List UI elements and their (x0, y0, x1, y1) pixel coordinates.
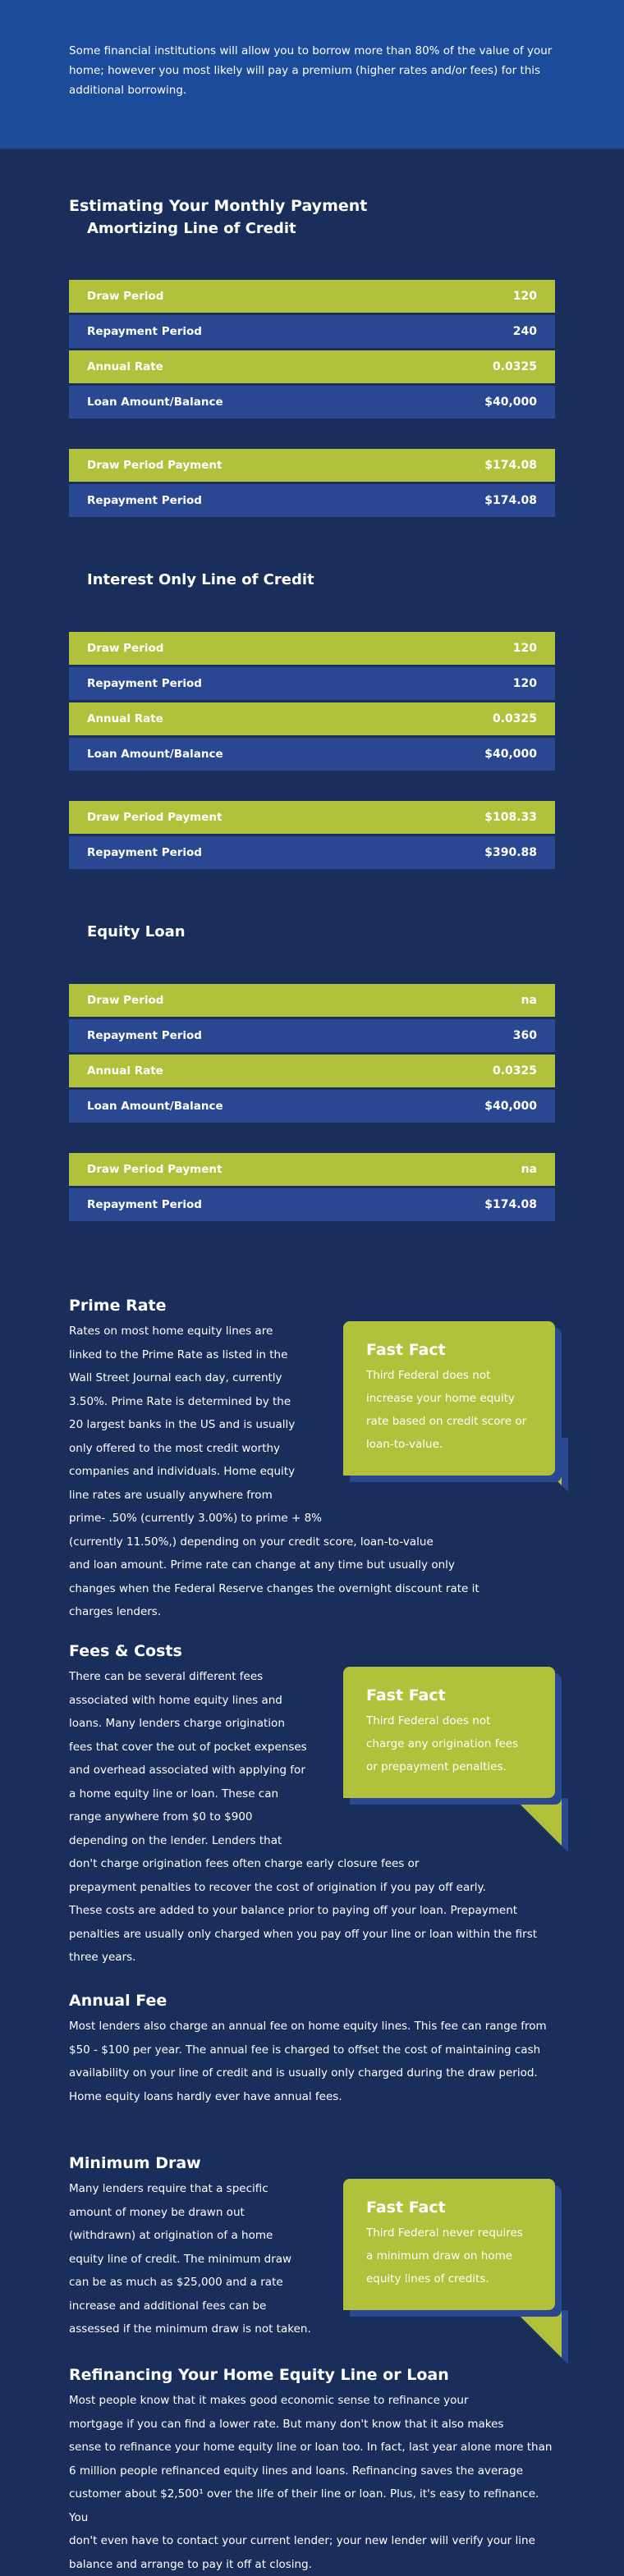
table-row (69, 801, 555, 834)
prime-rate-section (69, 1297, 555, 1603)
row-value: 0.0325 (493, 712, 537, 725)
text-line: associated with home equity lines and (69, 1689, 555, 1713)
text-line: don't charge origination fees often charge early closure fees or (69, 1852, 555, 1876)
text-line: availability on your line of credit and is usually only charged during the draw period. (69, 2061, 555, 2085)
annual-fee-title: Annual Fee (69, 1992, 555, 2010)
fast-fact-bubble (343, 1321, 555, 1476)
row-label: Draw Period (87, 994, 163, 1007)
text-line: prepayment penalties to recover the cost of origination if you pay off early. (69, 1876, 555, 1900)
table-row (69, 484, 555, 517)
minimum-draw-title: Minimum Draw (69, 2154, 555, 2172)
fees-costs-section (69, 1642, 555, 1952)
row-label: Annual Rate (87, 360, 163, 373)
row-value: $40,000 (484, 1100, 537, 1113)
equity-loan-inputs-table (69, 984, 555, 1123)
text-line: can be as much as $25,000 and a rate (69, 2271, 555, 2295)
row-value: 360 (513, 1029, 537, 1042)
minimum-draw-fast-fact (343, 2179, 555, 2310)
row-label: Repayment Period (87, 325, 202, 338)
text-line: only offered to the most credit worthy (69, 1437, 555, 1461)
table-row (69, 836, 555, 869)
text-line: linked to the Prime Rate as listed in the (69, 1343, 555, 1367)
row-value: $108.33 (484, 811, 537, 824)
text-line: three years. (69, 1946, 555, 1970)
row-label: Repayment Period (87, 1198, 202, 1211)
fast-fact-title: Fast Fact (366, 1341, 532, 1359)
text-line: mortgage if you can find a lower rate. But many don't know that it also makes (69, 2413, 555, 2436)
text-line: (withdrawn) at origination of a home (69, 2224, 555, 2248)
text-line: equity line of credit. The minimum draw (69, 2248, 555, 2272)
text-line: don't even have to contact your current lender; your new lender will verify your line (69, 2529, 555, 2553)
text-line: There can be several different fees (69, 1665, 555, 1689)
text-line: fees that cover the out of pocket expenses (69, 1736, 555, 1759)
row-label: Loan Amount/Balance (87, 1100, 223, 1113)
row-value: 120 (513, 290, 537, 303)
text-line: prime- .50% (currently 3.00%) to prime + 8% (69, 1507, 555, 1531)
speech-bubble-tail (514, 1798, 562, 1846)
text-line: and loan amount. Prime rate can change at any time but usually only (69, 1553, 555, 1577)
row-value: $174.08 (484, 494, 537, 507)
text-line: Most people know that it makes good economic sense to refinance your (69, 2389, 555, 2413)
fees-fast-fact (343, 1667, 555, 1798)
table-row (69, 702, 555, 735)
text-line: Many lenders require that a specific (69, 2177, 555, 2201)
table-row (69, 738, 555, 771)
amortizing-inputs-table (69, 280, 555, 419)
text-line: 6 million people refinanced equity lines and loans. Refinancing saves the average (69, 2459, 555, 2483)
row-label: Loan Amount/Balance (87, 748, 223, 761)
text-line: 3.50%. Prime Rate is determined by the (69, 1390, 555, 1414)
row-value: $40,000 (484, 396, 537, 409)
row-value: 120 (513, 642, 537, 655)
text-line: Rates on most home equity lines are (69, 1320, 555, 1343)
row-value: na (521, 994, 537, 1007)
equity-loan-title: Equity Loan (69, 872, 555, 984)
estimating-title: Estimating Your Monthly Payment (69, 149, 555, 220)
text-line: depending on the lender. Lenders that (69, 1829, 555, 1853)
text-line: range anywhere from $0 to $900 (69, 1805, 555, 1829)
text-line: assessed if the minimum draw is not taken. (69, 2317, 555, 2341)
row-label: Repayment Period (87, 846, 202, 859)
text-line: changes when the Federal Reserve changes the overnight discount rate it (69, 1577, 555, 1601)
row-value: 240 (513, 325, 537, 338)
main-content (0, 149, 624, 2576)
row-label: Repayment Period (87, 494, 202, 507)
table-row (69, 386, 555, 419)
table-row (69, 1090, 555, 1123)
row-value: 120 (513, 677, 537, 690)
text-line: Most lenders also charge an annual fee on home equity lines. This fee can range from (69, 2015, 555, 2038)
table-row (69, 1153, 555, 1186)
table-row (69, 1055, 555, 1087)
fast-fact-text: Third Federal does not charge any origination fees or prepayment penalties. (366, 1709, 532, 1778)
table-row (69, 449, 555, 482)
text-line: loans. Many lenders charge origination (69, 1712, 555, 1736)
row-label: Annual Rate (87, 1064, 163, 1078)
annual-fee-body (69, 2015, 555, 2108)
text-line: sense to refinance your home equity line or loan too. In fact, last year alone more than (69, 2436, 555, 2459)
prime-rate-fast-fact (343, 1321, 555, 1438)
table-row (69, 1019, 555, 1052)
text-line: and overhead associated with applying for (69, 1759, 555, 1782)
table-row (69, 632, 555, 665)
row-value: na (521, 1163, 537, 1176)
table-row (69, 280, 555, 313)
text-line: Wall Street Journal each day, currently (69, 1366, 555, 1390)
text-line: a home equity line or loan. These can (69, 1782, 555, 1806)
interest-only-inputs-table (69, 632, 555, 771)
row-label: Draw Period Payment (87, 1163, 222, 1176)
row-value: 0.0325 (493, 360, 537, 373)
fast-fact-title: Fast Fact (366, 1686, 532, 1704)
row-value: 0.0325 (493, 1064, 537, 1078)
fast-fact-text: Third Federal never requires a minimum draw on home equity lines of credits. (366, 2221, 532, 2290)
minimum-draw-section (69, 2154, 555, 2351)
text-line: Home equity loans hardly ever have annual fees. (69, 2085, 555, 2109)
row-value: $174.08 (484, 459, 537, 472)
interest-only-title: Interest Only Line of Credit (69, 519, 555, 632)
prime-rate-title: Prime Rate (69, 1297, 555, 1315)
text-line: charges lenders. (69, 1600, 555, 1624)
text-line: 20 largest banks in the US and is usually (69, 1413, 555, 1437)
row-value: $174.08 (484, 1198, 537, 1211)
annual-fee-section (69, 1992, 555, 2115)
interest-only-outputs-table (69, 801, 555, 869)
table-row (69, 315, 555, 348)
row-value: $40,000 (484, 748, 537, 761)
refinancing-title: Refinancing Your Home Equity Line or Loan (69, 2366, 555, 2384)
speech-bubble-tail (514, 2310, 562, 2358)
row-label: Draw Period (87, 290, 163, 303)
fast-fact-title: Fast Fact (366, 2199, 532, 2217)
row-label: Draw Period (87, 642, 163, 655)
row-label: Draw Period Payment (87, 811, 222, 824)
row-label: Draw Period Payment (87, 459, 222, 472)
row-value: $390.88 (484, 846, 537, 859)
text-line: penalties are usually only charged when you pay off your line or loan within the first (69, 1923, 555, 1947)
row-label: Annual Rate (87, 712, 163, 725)
row-label: Loan Amount/Balance (87, 396, 223, 409)
fast-fact-bubble (343, 2179, 555, 2310)
text-line: These costs are added to your balance prior to paying off your loan. Prepayment (69, 1899, 555, 1923)
text-line: line rates are usually anywhere from (69, 1484, 555, 1508)
row-label: Repayment Period (87, 1029, 202, 1042)
amortizing-title: Amortizing Line of Credit (69, 220, 555, 280)
fees-costs-title: Fees & Costs (69, 1642, 555, 1660)
table-row (69, 667, 555, 700)
intro-text: Some financial institutions will allow you to borrow more than 80% of the value of your home; however you most likely will pay a premium (higher rates and/or fees) for this additional borrowing. (69, 41, 555, 100)
intro-band (0, 0, 624, 149)
text-line: companies and individuals. Home equity (69, 1460, 555, 1484)
amortizing-outputs-table (69, 449, 555, 517)
text-line: $50 - $100 per year. The annual fee is charged to offset the cost of maintaining cash (69, 2038, 555, 2062)
fast-fact-bubble (343, 1667, 555, 1798)
refinancing-section (69, 2366, 555, 2576)
table-row (69, 1188, 555, 1221)
row-label: Repayment Period (87, 677, 202, 690)
refinancing-body (69, 2389, 555, 2576)
text-line: (currently 11.50%,) depending on your credit score, loan-to-value (69, 1531, 555, 1554)
text-line: increase and additional fees can be (69, 2295, 555, 2318)
table-row (69, 350, 555, 383)
equity-loan-outputs-table (69, 1153, 555, 1221)
table-row (69, 984, 555, 1017)
text-line: amount of money be drawn out (69, 2201, 555, 2225)
fast-fact-text: Third Federal does not increase your home equity rate based on credit score or loan-to-value. (366, 1364, 532, 1456)
text-line: balance and arrange to pay it off at closing. (69, 2553, 555, 2576)
text-line: customer about $2,500¹ over the life of their line or loan. Plus, it's easy to refinance. You (69, 2482, 555, 2529)
